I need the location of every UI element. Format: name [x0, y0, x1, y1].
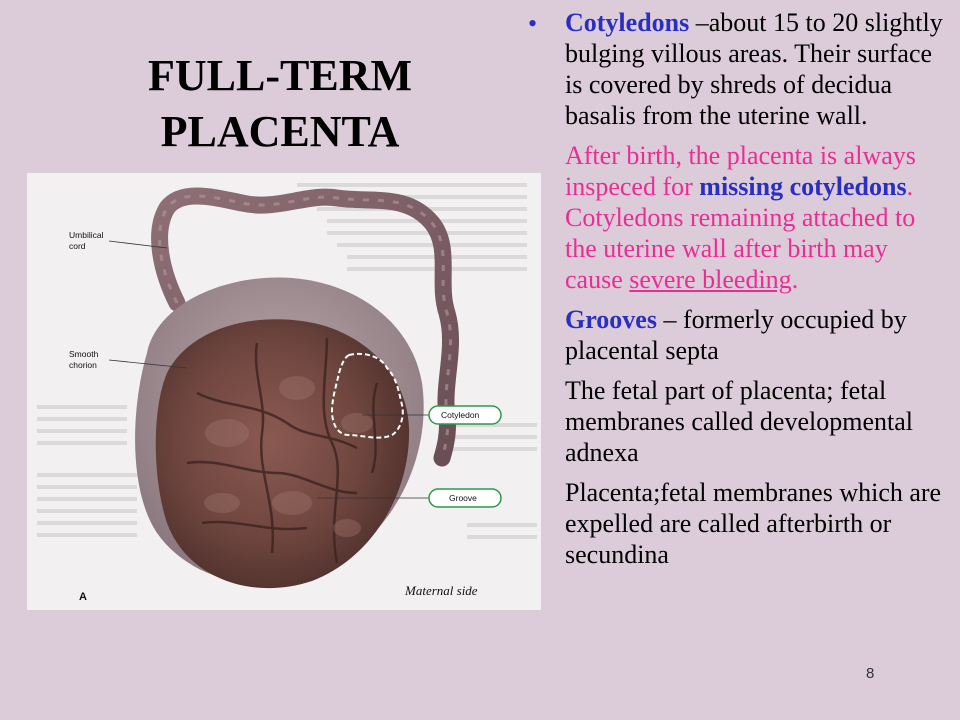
term-missing-cotyledons: missing cotyledons [699, 172, 907, 201]
label-smooth-chorion-line1: Smooth [69, 349, 99, 359]
slide-title-line1: FULL-TERM [148, 51, 412, 100]
severe-bleeding-text: severe bleeding [629, 265, 792, 294]
after-birth-text-a: After birth, the placenta is always inspeced for [565, 141, 916, 201]
placenta-figure [27, 173, 541, 610]
paragraph-fetal-part: The fetal part of placenta; fetal membranes called developmental adnexa [565, 376, 913, 467]
placenta-illustration [27, 173, 541, 610]
panel-letter: A [79, 591, 87, 603]
paragraph-after-birth [565, 140, 950, 295]
cotyledons-description: –about 15 to 20 slightly bulging villous areas. Their surface is covered by shreds of decidua basalis from the uterine wall. [565, 8, 943, 130]
maternal-side-caption: Maternal side [405, 583, 478, 598]
label-groove: Groove [449, 493, 477, 503]
paragraph-cotyledons [565, 7, 950, 131]
term-cotyledons: Cotyledons [565, 8, 690, 37]
paragraph-afterbirth: Placenta;fetal membranes which are expelled are called afterbirth or secundina [565, 478, 942, 569]
label-cotyledon: Cotyledon [441, 410, 480, 420]
after-birth-text-b: . Cotyledons remaining attached to the uterine wall after birth may cause [565, 172, 916, 294]
label-smooth-chorion-line2: chorion [69, 360, 97, 370]
page-number: 8 [866, 665, 875, 682]
slide-title [60, 48, 500, 160]
label-umbilical-cord-line1: Umbilical [69, 230, 104, 240]
body-text [565, 7, 950, 579]
paragraph-grooves [565, 304, 950, 366]
grooves-description: – formerly occupied by placental septa [565, 305, 907, 365]
bullet-marker: • [528, 9, 538, 38]
term-grooves: Grooves [565, 305, 657, 334]
label-umbilical-cord-line2: cord [69, 241, 86, 251]
slide-title-line2: PLACENTA [160, 107, 400, 156]
after-birth-text-c: . [791, 265, 799, 294]
